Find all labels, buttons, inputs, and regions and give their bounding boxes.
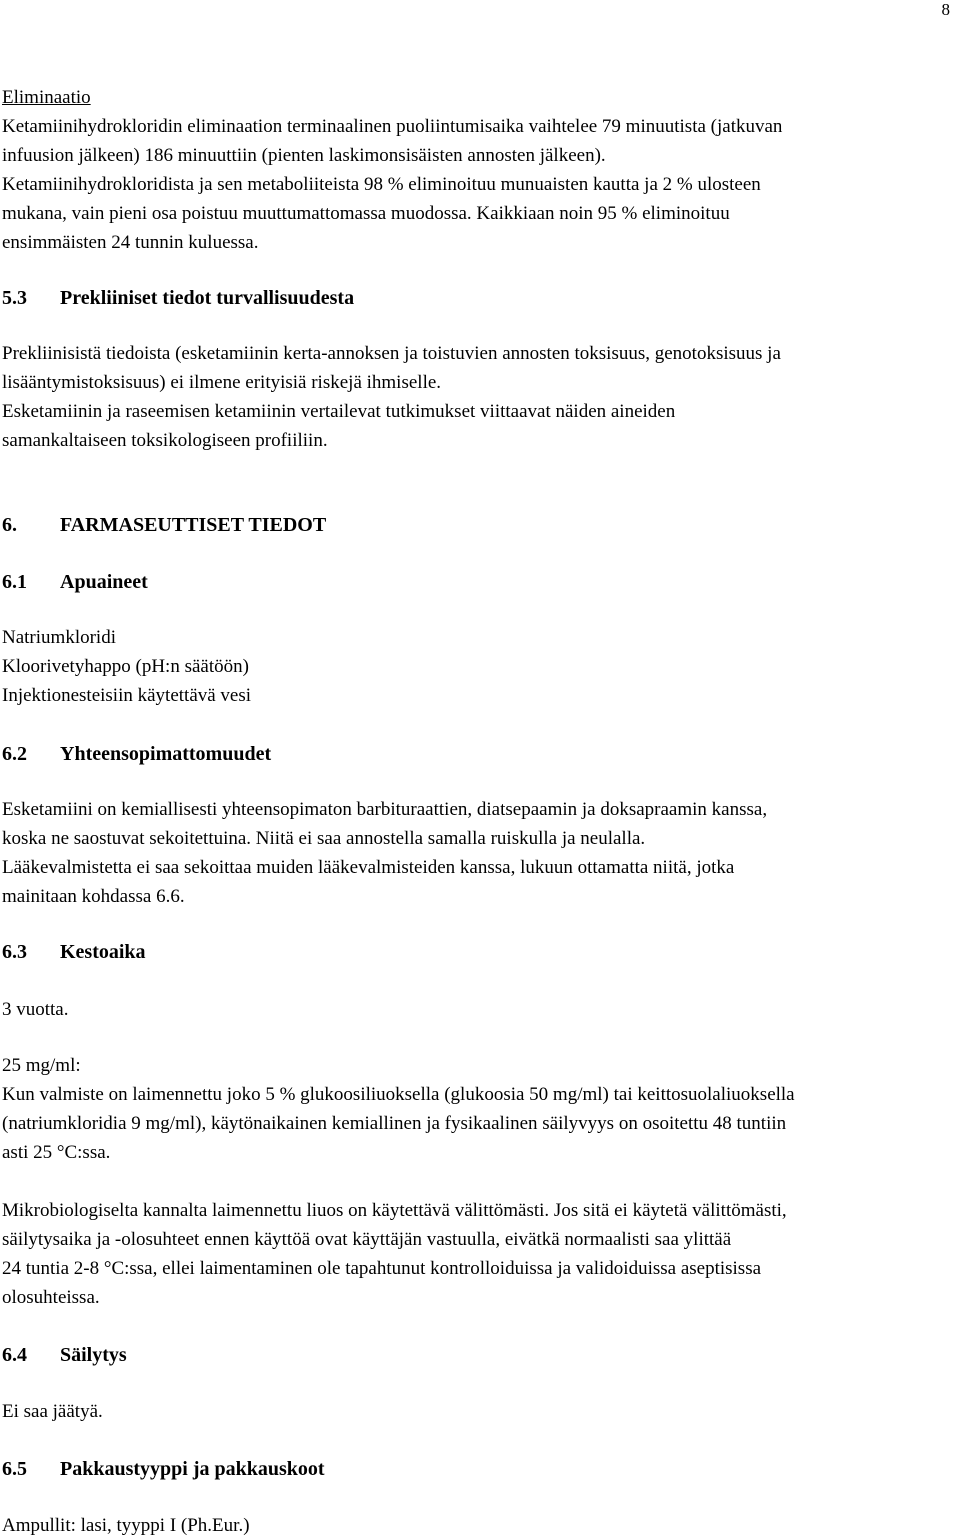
section-title: Pakkaustyyppi ja pakkauskoot	[60, 1458, 325, 1480]
section-number: 5.3	[2, 287, 27, 309]
paragraph-line: Kun valmiste on laimennettu joko 5 % glukoosiliuoksella (glukoosia 50 mg/ml) tai keittosuolaliuoksella	[2, 1084, 795, 1105]
paragraph-line: mainitaan kohdassa 6.6.	[2, 886, 185, 907]
paragraph-line: (natriumkloridia 9 mg/ml), käytönaikainen kemiallinen ja fysikaalinen säilyvyys on osoitettu 48 tuntiin	[2, 1113, 787, 1134]
paragraph-line: Mikrobiologiselta kannalta laimennettu liuos on käytettävä välittömästi. Jos sitä ei käytetä välittömästi,	[2, 1200, 787, 1221]
elimination-line: infuusion jälkeen) 186 minuuttiin (pienten laskimonsisäisten annosten jälkeen).	[2, 145, 606, 166]
section-title: Apuaineet	[60, 571, 148, 593]
paragraph-line: Lääkevalmistetta ei saa sekoittaa muiden lääkevalmisteiden kanssa, lukuun ottamatta niitä, jotka	[2, 857, 735, 878]
section-number: 6.5	[2, 1458, 27, 1480]
section-title: Yhteensopimattomuudet	[60, 743, 272, 765]
paragraph-line: olosuhteissa.	[2, 1287, 100, 1308]
paragraph-line: koska ne saostuvat sekoitettuina. Niitä ei saa annostella samalla ruiskulla ja neulalla.	[2, 828, 646, 849]
section-heading-6-5	[2, 1455, 325, 1484]
paragraph-line: säilytysaika ja -olosuhteet ennen käyttöä ovat käyttäjän vastuulla, eivätkä normaalisti saa ylittää	[2, 1229, 732, 1250]
elimination-heading: Eliminaatio	[2, 87, 91, 108]
excipient-item: Injektionesteisiin käytettävä vesi	[2, 685, 252, 706]
section-title: Säilytys	[60, 1344, 127, 1366]
excipient-item: Kloorivetyhappo (pH:n säätöön)	[2, 656, 249, 677]
section-number: 6.2	[2, 743, 27, 765]
section-number: 6.1	[2, 571, 27, 593]
section-heading-6	[2, 511, 326, 540]
paragraph-line: lisääntymistoksisuus) ei ilmene erityisiä riskejä ihmiselle.	[2, 372, 442, 393]
paragraph-line: Esketamiini on kemiallisesti yhteensopimaton barbituraattien, diatsepaamin ja doksapraamin kanssa,	[2, 799, 768, 820]
elimination-line: ensimmäisten 24 tunnin kuluessa.	[2, 232, 259, 253]
section-number: 6.4	[2, 1344, 27, 1366]
section-title: Kestoaika	[60, 941, 146, 963]
excipient-item: Natriumkloridi	[2, 627, 116, 648]
package-text: Ampullit: lasi, tyyppi I (Ph.Eur.)	[2, 1515, 250, 1536]
paragraph-line: Esketamiinin ja raseemisen ketamiinin vertailevat tutkimukset viittaavat näiden aineiden	[2, 401, 676, 422]
shelf-life: 3 vuotta.	[2, 999, 69, 1020]
section-heading-6-4	[2, 1341, 127, 1370]
section-heading-6-2	[2, 740, 271, 769]
section-heading-6-1	[2, 568, 148, 597]
paragraph-line: Prekliinisistä tiedoista (esketamiinin kerta-annoksen ja toistuvien annosten toksisuus, genotoksisuus ja	[2, 343, 781, 364]
storage-text: Ei saa jäätyä.	[2, 1401, 103, 1422]
section-title: Prekliiniset tiedot turvallisuudesta	[60, 287, 355, 309]
elimination-line: Ketamiinihydrokloridista ja sen metaboliiteista 98 % eliminoituu munuaisten kautta ja 2 % ulosteen	[2, 174, 761, 195]
section-title: FARMASEUTTISET TIEDOT	[60, 514, 327, 536]
section-heading-5-3	[2, 284, 354, 313]
section-number: 6.	[2, 514, 17, 536]
elimination-line: Ketamiinihydrokloridin eliminaation terminaalinen puoliintumisaika vaihtelee 79 minuutista (jatkuvan	[2, 116, 783, 137]
paragraph-line: samankaltaiseen toksikologiseen profiiliin.	[2, 430, 328, 451]
paragraph-line: 25 mg/ml:	[2, 1055, 81, 1076]
page-number: 8	[941, 0, 950, 19]
section-number: 6.3	[2, 941, 27, 963]
paragraph-line: asti 25 °C:ssa.	[2, 1142, 111, 1163]
section-heading-6-3	[2, 938, 146, 967]
elimination-line: mukana, vain pieni osa poistuu muuttumattomassa muodossa. Kaikkiaan noin 95 % eliminoituu	[2, 203, 730, 224]
paragraph-line: 24 tuntia 2-8 °C:ssa, ellei laimentaminen ole tapahtunut kontrolloiduissa ja validoiduissa aseptisissa	[2, 1258, 762, 1279]
